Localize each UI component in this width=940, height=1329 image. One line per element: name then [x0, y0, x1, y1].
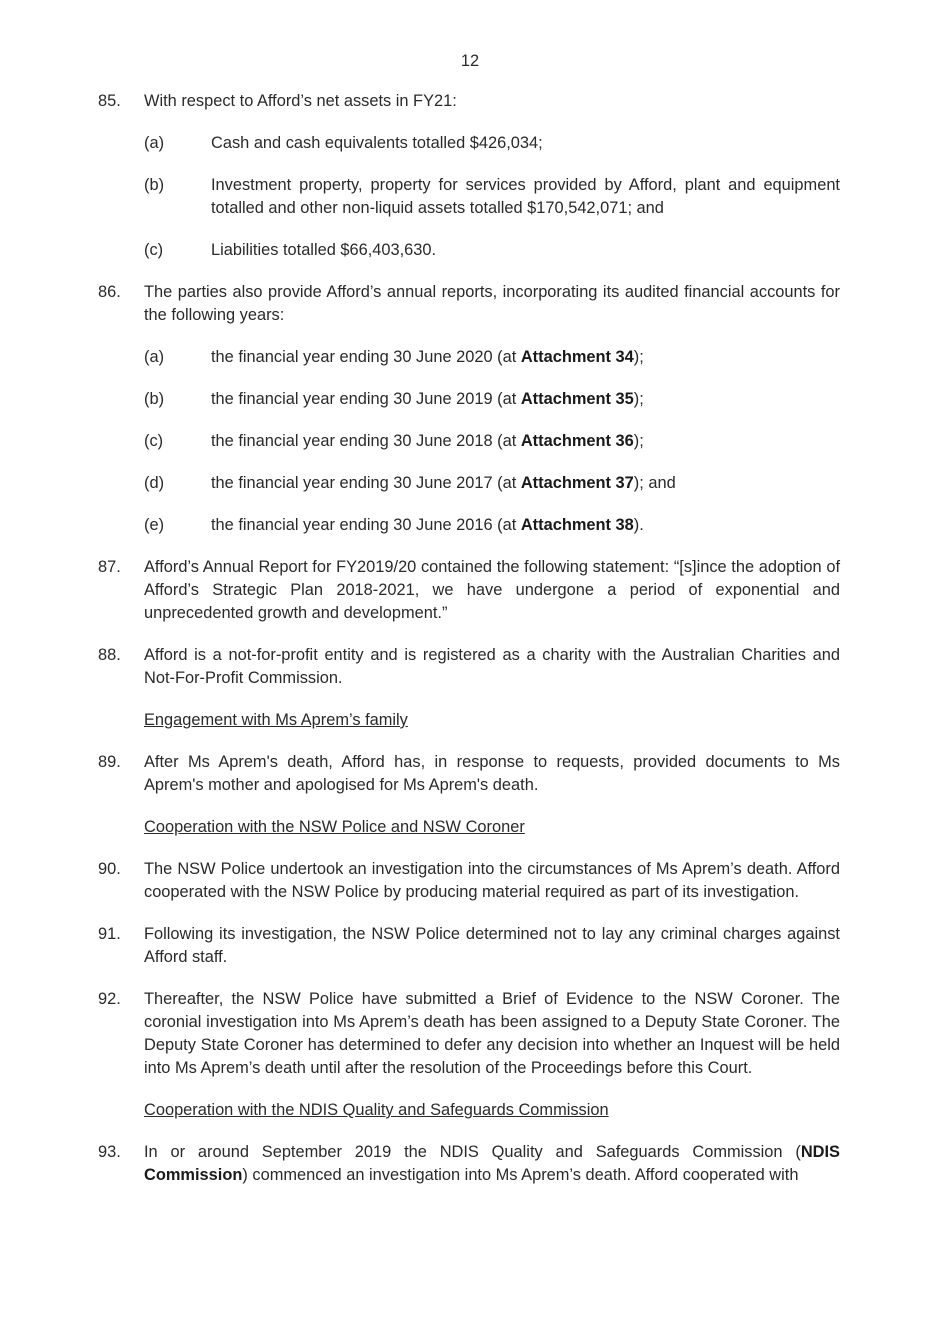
subparagraph-text — [211, 346, 840, 369]
defined-term: NDIS Commission — [144, 1143, 840, 1184]
paragraph-87 — [0, 556, 940, 625]
paragraph-text: Afford’s Annual Report for FY2019/20 contained the following statement: “[s]ince the adoption of Afford’s Strategic Plan 2018-2021, we have undergone a period of exponential and unprecedented growth and development.” — [144, 558, 840, 622]
subparagraph-text: Cash and cash equivalents totalled $426,034; — [211, 134, 543, 152]
paragraph-text: Following its investigation, the NSW Police determined not to lay any criminal charges against Afford staff. — [144, 925, 840, 966]
subparagraph-text: Liabilities totalled $66,403,630. — [211, 241, 437, 259]
subparagraph-letter: (e) — [144, 516, 165, 534]
text-segment: the financial year ending 30 June 2018 (at — [211, 432, 521, 450]
attachment-reference: Attachment 36 — [520, 432, 634, 450]
subparagraph-text — [211, 388, 840, 411]
subparagraph-text — [211, 514, 840, 537]
paragraph-88 — [0, 644, 940, 690]
subparagraph-text: Investment property, property for services provided by Afford, plant and equipment totalled and other non-liquid assets totalled $170,542,071; and — [211, 176, 840, 217]
paragraph-number: 91. — [98, 925, 121, 943]
paragraph-text: The NSW Police undertook an investigation into the circumstances of Ms Aprem’s death. Afford cooperated with the NSW Police by producing material required as part of its investigation. — [144, 860, 840, 901]
subparagraph-text — [211, 430, 840, 453]
text-segment: the financial year ending 30 June 2016 (at — [211, 516, 521, 534]
paragraph-number: 85. — [98, 92, 121, 110]
subparagraph-letter: (c) — [144, 241, 164, 259]
text-segment: ); — [633, 432, 644, 450]
subparagraph-85a — [144, 132, 940, 155]
paragraph-number: 90. — [98, 860, 121, 878]
attachment-reference: Attachment 38 — [520, 516, 634, 534]
paragraph-number: 87. — [98, 558, 121, 576]
paragraph-number: 93. — [98, 1143, 121, 1161]
paragraph-text: Thereafter, the NSW Police have submitted a Brief of Evidence to the NSW Coroner. The coronial investigation into Ms Aprem’s death has been assigned to a Deputy State Coroner. The Deputy State Coroner has determined to defer any decision into whether an Inquest will be held into Ms Aprem’s death until after the resolution of the Proceedings before this Court. — [144, 990, 840, 1077]
subparagraph-letter: (b) — [144, 176, 165, 194]
section-heading-ndis-commission: Cooperation with the NDIS Quality and Safeguards Commission — [144, 1101, 609, 1119]
subparagraph-86d — [144, 472, 940, 495]
subparagraph-85b — [144, 174, 940, 220]
paragraph-86 — [0, 281, 940, 327]
subparagraph-text — [211, 472, 840, 495]
attachment-reference: Attachment 35 — [520, 390, 634, 408]
subparagraph-letter: (b) — [144, 390, 165, 408]
paragraph-92 — [0, 988, 940, 1080]
paragraph-number: 92. — [98, 990, 121, 1008]
paragraph-text — [144, 1141, 840, 1187]
subparagraph-letter: (a) — [144, 134, 165, 152]
subparagraph-86a — [144, 346, 940, 369]
attachment-reference: Attachment 34 — [520, 348, 634, 366]
paragraph-number: 89. — [98, 753, 121, 771]
subparagraph-86c — [144, 430, 940, 453]
section-heading-family: Engagement with Ms Aprem’s family — [144, 711, 408, 729]
paragraph-91 — [0, 923, 940, 969]
subparagraph-letter: (a) — [144, 348, 165, 366]
paragraph-93 — [0, 1141, 940, 1187]
section-heading-police-coroner: Cooperation with the NSW Police and NSW Coroner — [144, 818, 525, 836]
paragraph-85 — [0, 90, 940, 113]
paragraph-89 — [0, 751, 940, 797]
subparagraph-letter: (c) — [144, 432, 164, 450]
paragraph-number: 88. — [98, 646, 121, 664]
text-segment: ); and — [633, 474, 676, 492]
text-segment: ); — [633, 390, 644, 408]
text-segment: ); — [633, 348, 644, 366]
paragraph-text: The parties also provide Afford’s annual reports, incorporating its audited financial accounts for the following years: — [144, 283, 840, 324]
paragraph-text: After Ms Aprem's death, Afford has, in response to requests, provided documents to Ms Aprem's mother and apologised for Ms Aprem's death. — [144, 753, 840, 794]
subparagraph-letter: (d) — [144, 474, 165, 492]
text-segment: ) commenced an investigation into Ms Aprem’s death. Afford cooperated with — [242, 1166, 799, 1184]
text-segment: the financial year ending 30 June 2020 (at — [211, 348, 521, 366]
text-segment: ). — [633, 516, 644, 534]
subparagraph-85c — [144, 239, 940, 262]
page-number: 12 — [460, 52, 480, 70]
text-segment: the financial year ending 30 June 2017 (at — [211, 474, 521, 492]
text-segment: In or around September 2019 the NDIS Quality and Safeguards Commission ( — [144, 1143, 801, 1161]
document-body — [0, 90, 940, 1206]
subparagraph-86e — [144, 514, 940, 537]
attachment-reference: Attachment 37 — [520, 474, 634, 492]
paragraph-text: With respect to Afford’s net assets in FY21: — [144, 92, 457, 110]
subparagraph-86b — [144, 388, 940, 411]
paragraph-90 — [0, 858, 940, 904]
paragraph-number: 86. — [98, 283, 121, 301]
text-segment: the financial year ending 30 June 2019 (at — [211, 390, 521, 408]
paragraph-text: Afford is a not-for-profit entity and is registered as a charity with the Australian Charities and Not-For-Profit Commission. — [144, 646, 840, 687]
